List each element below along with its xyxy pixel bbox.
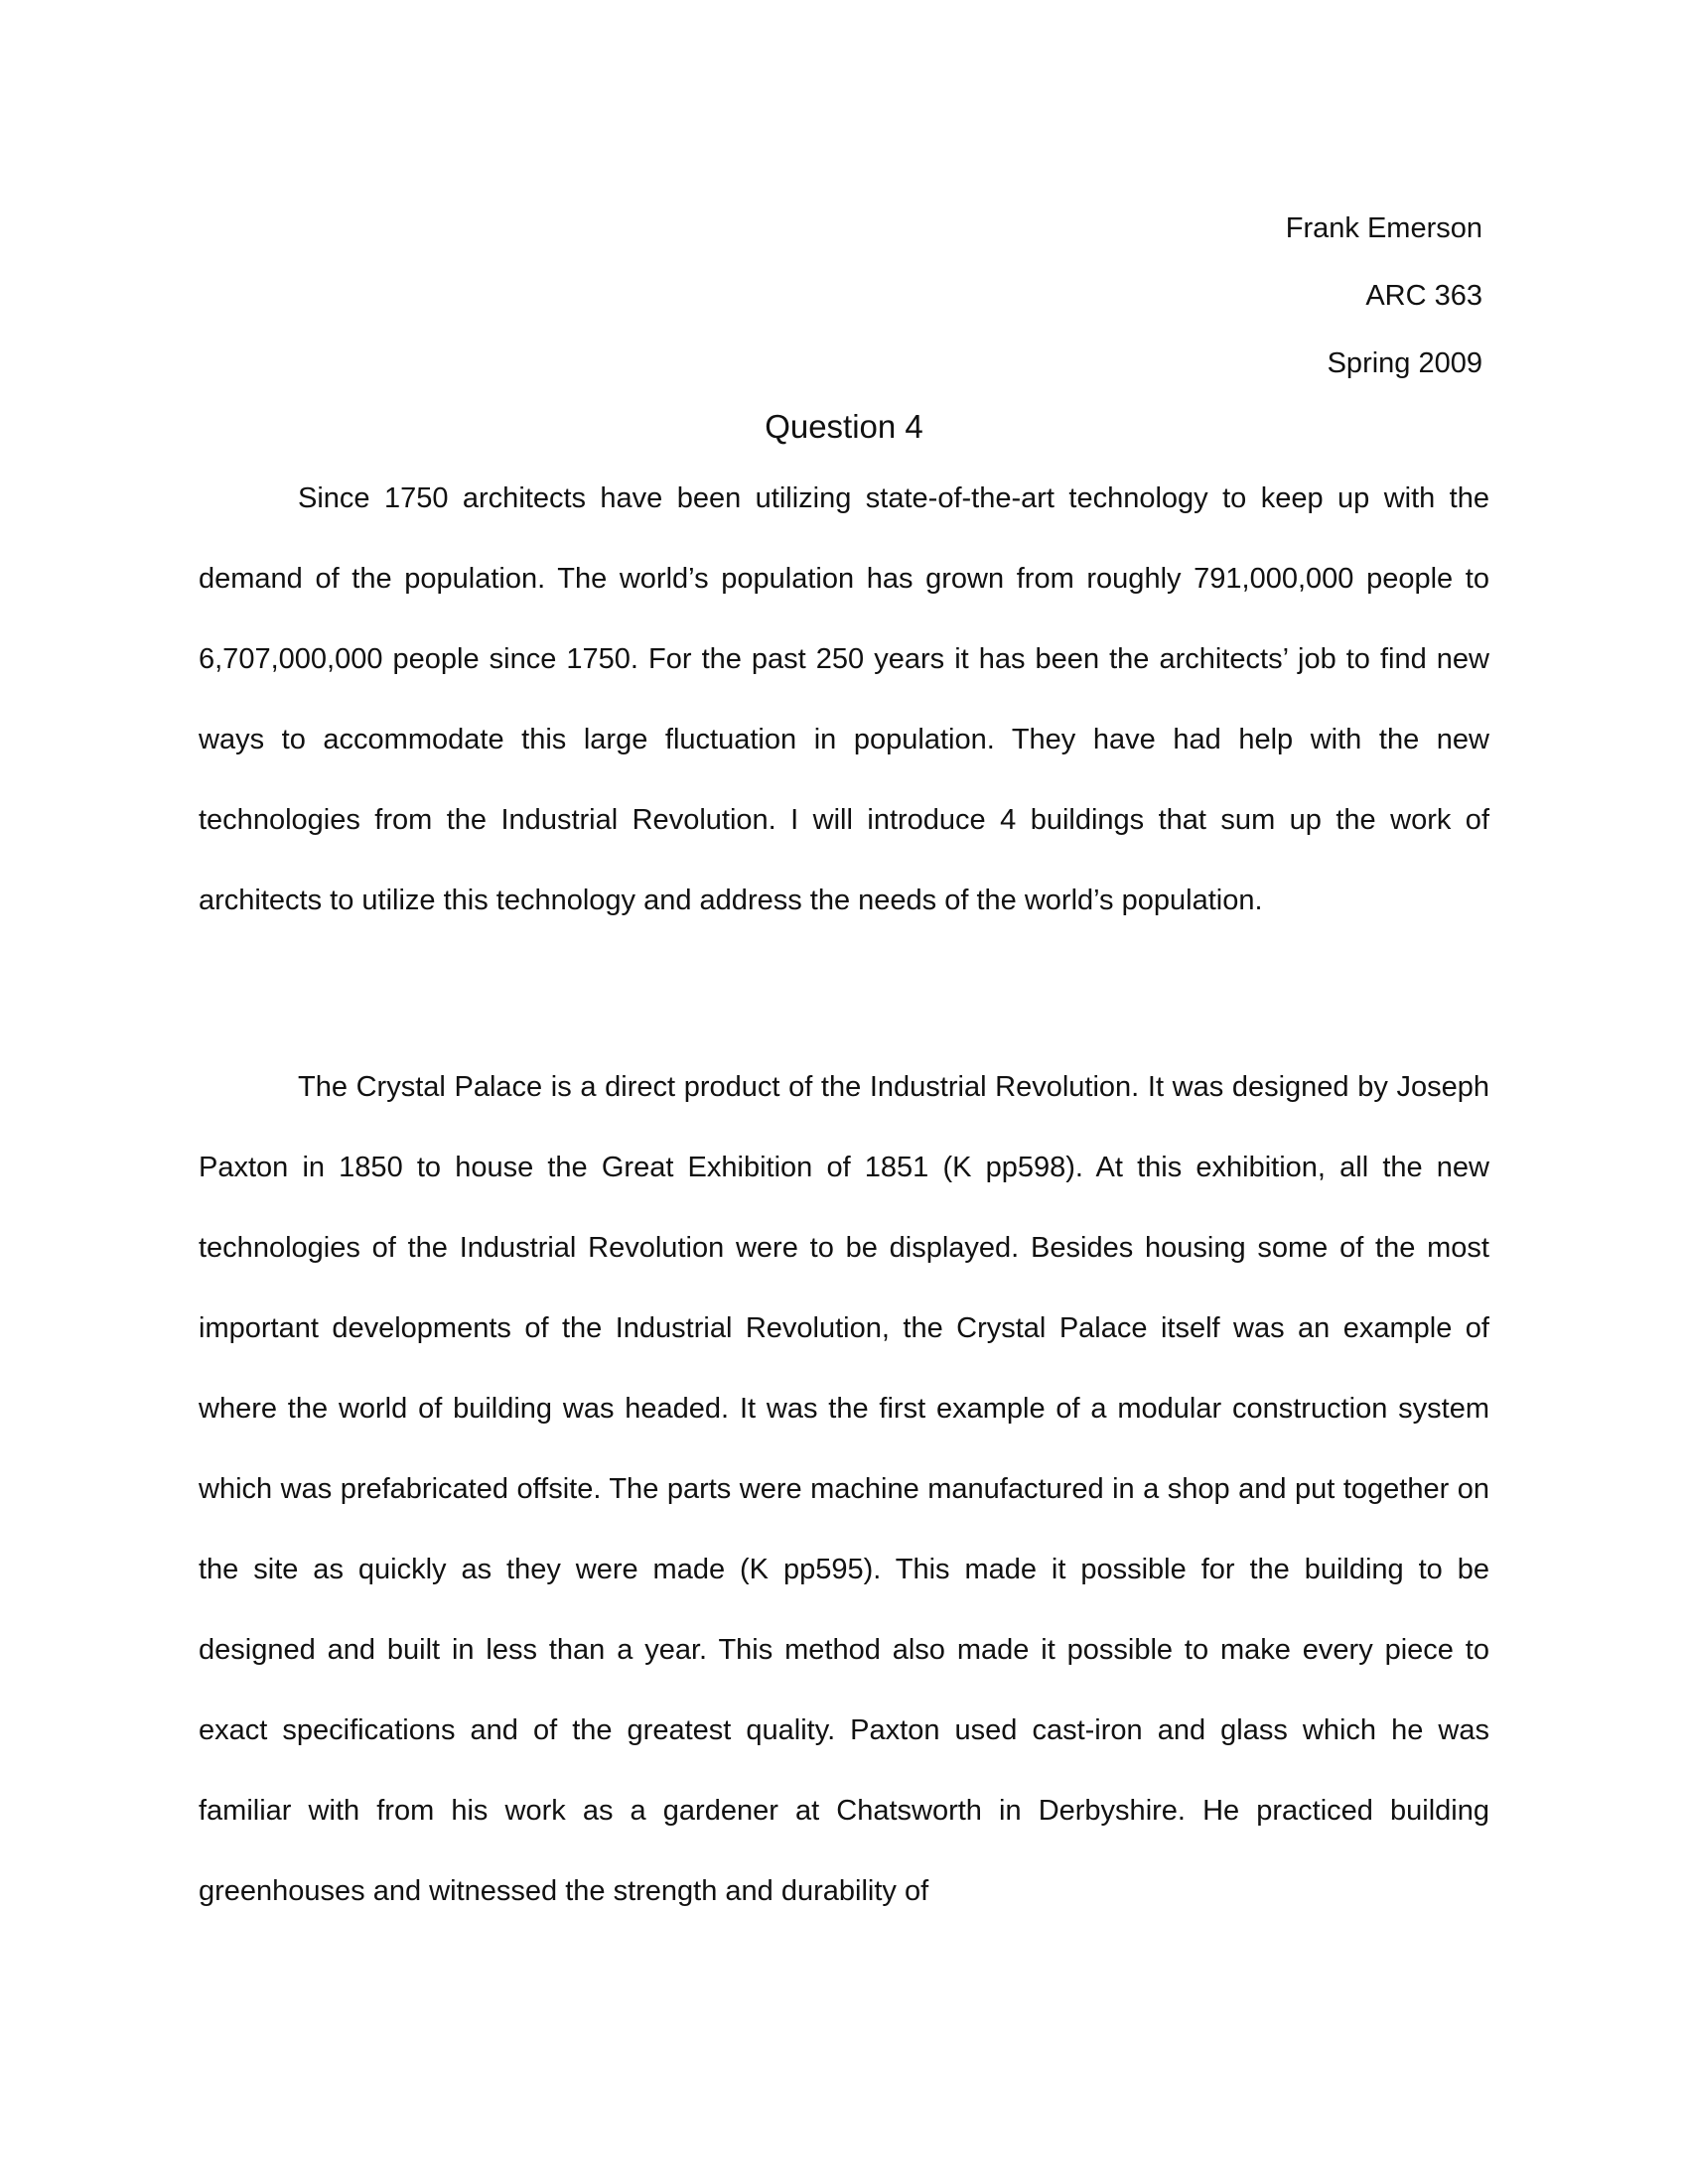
- author-name: Frank Emerson: [1285, 212, 1482, 244]
- paragraph-1-block: [199, 459, 1489, 941]
- header-block: [1286, 195, 1482, 397]
- term: Spring 2009: [1327, 347, 1482, 379]
- document-title: Question 4: [765, 408, 923, 445]
- paragraph-1: Since 1750 architects have been utilizing state-of-the-art technology to keep up with the demand of the population. The world’s population has grown from roughly 791,000,000 people to 6,707,000,000 people since 1750. For the past 250 years it has been the architects’ job to find new ways to accommodate this large fluctuation in population. They have had help with the new technologies from the Industrial Revolution. I will introduce 4 buildings that sum up the work of architects to utilize this technology and address the needs of the world’s population.: [199, 482, 1489, 916]
- paragraph-2-block: [199, 1047, 1489, 1932]
- paragraph-2: The Crystal Palace is a direct product of the Industrial Revolution. It was designed by Joseph Paxton in 1850 to house the Great Exhibition of 1851 (K pp598). At this exhibition, all the new technologies of the Industrial Revolution were to be displayed. Besides housing some of the most important developments of the Industrial Revolution, the Crystal Palace itself was an example of where the world of building was headed. It was the first example of a modular construction system which was prefabricated offsite. The parts were machine manufactured in a shop and put together on the site as quickly as they were made (K pp595). This made it possible for the building to be designed and built in less than a year. This method also made it possible to make every piece to exact specifications and of the greatest quality. Paxton used cast-iron and glass which he was familiar with from his work as a gardener at Chatsworth in Derbyshire. He practiced building greenhouses and witnessed the strength and durability of: [199, 1071, 1489, 1907]
- course-code: ARC 363: [1365, 280, 1482, 312]
